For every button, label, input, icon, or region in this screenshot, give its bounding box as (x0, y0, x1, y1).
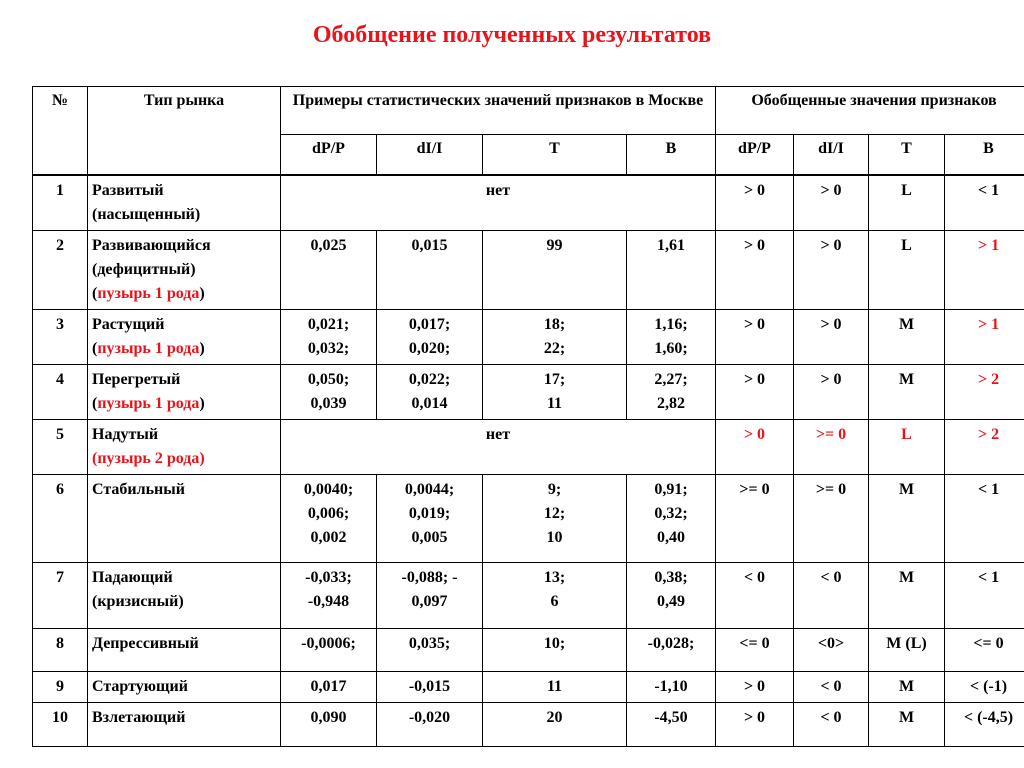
market-type-cell (88, 175, 281, 231)
examples-none-cell: нет (281, 419, 716, 474)
row-num: 8 (33, 628, 88, 671)
gen-dp-p: > 0 (716, 230, 794, 309)
gen-t: L (869, 230, 945, 309)
market-type-line: Растущий (92, 315, 165, 333)
gen-di-i: <0> (794, 628, 869, 671)
ex-dp-p: 0,090 (281, 702, 377, 746)
row-num: 4 (33, 364, 88, 419)
market-type-cell (88, 628, 281, 671)
gen-b: < (-1) (945, 671, 1024, 702)
bubble-paren: ( (92, 394, 98, 412)
header-examples: Примеры статистических значений признаков в Москве (281, 87, 716, 135)
subheader-gen-t: T (869, 135, 945, 175)
market-type-line: Падающий (92, 568, 173, 586)
ex-t: 20 (483, 702, 627, 746)
examples-none-cell: нет (281, 175, 716, 231)
ex-b: -1,10 (627, 671, 716, 702)
ex-b: 0,91; 0,32; 0,40 (627, 474, 716, 562)
gen-dp-p: > 0 (716, 671, 794, 702)
gen-di-i: > 0 (794, 309, 869, 364)
row-num: 6 (33, 474, 88, 562)
gen-dp-p: >= 0 (716, 474, 794, 562)
gen-b: < 1 (945, 562, 1024, 628)
market-type-line: Стартующий (92, 677, 188, 695)
ex-b: 1,61 (627, 230, 716, 309)
header-generalized: Обобщенные значения признаков (716, 87, 1024, 135)
results-table (32, 86, 1024, 747)
ex-b: 1,16; 1,60; (627, 309, 716, 364)
market-type-cell (88, 309, 281, 364)
market-type-line: Развитый (92, 181, 164, 199)
row-num: 2 (33, 230, 88, 309)
gen-di-i: > 0 (794, 175, 869, 231)
row-num: 3 (33, 309, 88, 364)
subheader-gen-di-i: dI/I (794, 135, 869, 175)
market-type-line: (насыщенный) (92, 205, 201, 223)
ex-t: 17; 11 (483, 364, 627, 419)
ex-t: 18; 22; (483, 309, 627, 364)
gen-b: > 2 (945, 364, 1024, 419)
ex-t: 9; 12; 10 (483, 474, 627, 562)
bubble-paren: ) (199, 394, 205, 412)
market-type-cell (88, 474, 281, 562)
bubble-label: пузырь 1 рода (97, 394, 200, 412)
subheader-gen-b: B (945, 135, 1024, 175)
gen-dp-p: <= 0 (716, 628, 794, 671)
table-row (33, 474, 1024, 562)
market-type-line: (дефицитный) (92, 260, 196, 278)
bubble-line (92, 392, 276, 416)
market-type-line: Депрессивный (92, 634, 199, 652)
gen-t: M (869, 562, 945, 628)
gen-dp-p: > 0 (716, 419, 794, 474)
table-row (33, 364, 1024, 419)
subheader-t: T (483, 135, 627, 175)
market-type-cell (88, 702, 281, 746)
gen-di-i: > 0 (794, 230, 869, 309)
row-num: 5 (33, 419, 88, 474)
market-type-line: Взлетающий (92, 708, 186, 726)
ex-di-i: 0,022; 0,014 (377, 364, 483, 419)
subheader-dp-p: dP/P (281, 135, 377, 175)
table-row (33, 419, 1024, 474)
bubble-paren: ( (92, 284, 98, 302)
gen-di-i: >= 0 (794, 474, 869, 562)
ex-t: 99 (483, 230, 627, 309)
bubble-paren: ( (92, 339, 98, 357)
header-market-type: Тип рынка (88, 87, 281, 175)
page-title: Обобщение полученных результатов (312, 22, 712, 48)
ex-t: 10; (483, 628, 627, 671)
gen-t: M (L) (869, 628, 945, 671)
gen-di-i: < 0 (794, 702, 869, 746)
bubble-line (92, 337, 276, 361)
ex-b: -4,50 (627, 702, 716, 746)
ex-t: 13; 6 (483, 562, 627, 628)
market-type-line: Перегретый (92, 370, 181, 388)
header-num: № (33, 87, 88, 175)
table-row (33, 562, 1024, 628)
market-type-cell (88, 364, 281, 419)
bubble-line (92, 282, 276, 306)
ex-dp-p: 0,017 (281, 671, 377, 702)
row-num: 10 (33, 702, 88, 746)
ex-dp-p: 0,021; 0,032; (281, 309, 377, 364)
gen-t: M (869, 309, 945, 364)
row-num: 1 (33, 175, 88, 231)
gen-di-i: < 0 (794, 671, 869, 702)
bubble-paren: ) (199, 339, 205, 357)
market-type-line: Стабильный (92, 480, 185, 498)
ex-di-i: 0,035; (377, 628, 483, 671)
market-type-line: Надутый (92, 425, 159, 443)
table-row (33, 702, 1024, 746)
gen-dp-p: > 0 (716, 175, 794, 231)
ex-di-i: -0,020 (377, 702, 483, 746)
bubble-line: (пузырь 2 рода) (92, 449, 205, 467)
gen-b: > 1 (945, 309, 1024, 364)
ex-dp-p: -0,033; -0,948 (281, 562, 377, 628)
ex-dp-p: 0,0040; 0,006; 0,002 (281, 474, 377, 562)
gen-di-i: > 0 (794, 364, 869, 419)
table-row (33, 309, 1024, 364)
ex-di-i: 0,0044; 0,019; 0,005 (377, 474, 483, 562)
bubble-label: пузырь 1 рода (97, 284, 200, 302)
ex-dp-p: 0,050; 0,039 (281, 364, 377, 419)
gen-b: < (-4,5) (945, 702, 1024, 746)
market-type-cell (88, 230, 281, 309)
gen-b: > 2 (945, 419, 1024, 474)
gen-t: M (869, 702, 945, 746)
gen-b: <= 0 (945, 628, 1024, 671)
gen-b: > 1 (945, 230, 1024, 309)
market-type-cell (88, 419, 281, 474)
market-type-line: (кризисный) (92, 592, 184, 610)
table-row (33, 230, 1024, 309)
gen-di-i: < 0 (794, 562, 869, 628)
bubble-label: пузырь 1 рода (97, 339, 200, 357)
gen-b: < 1 (945, 175, 1024, 231)
market-type-line: Развивающийся (92, 236, 211, 254)
gen-dp-p: > 0 (716, 702, 794, 746)
row-num: 7 (33, 562, 88, 628)
subheader-gen-dp-p: dP/P (716, 135, 794, 175)
ex-t: 11 (483, 671, 627, 702)
table-row (33, 671, 1024, 702)
bubble-paren: ) (199, 284, 205, 302)
header-row (33, 87, 1024, 135)
ex-b: -0,028; (627, 628, 716, 671)
gen-di-i: >= 0 (794, 419, 869, 474)
ex-dp-p: -0,0006; (281, 628, 377, 671)
gen-t: M (869, 474, 945, 562)
subheader-di-i: dI/I (377, 135, 483, 175)
gen-t: M (869, 671, 945, 702)
table-row (33, 175, 1024, 231)
gen-t: M (869, 364, 945, 419)
ex-dp-p: 0,025 (281, 230, 377, 309)
gen-dp-p: > 0 (716, 309, 794, 364)
table-row (33, 628, 1024, 671)
gen-dp-p: > 0 (716, 364, 794, 419)
ex-di-i: 0,017; 0,020; (377, 309, 483, 364)
market-type-cell (88, 671, 281, 702)
gen-t: L (869, 419, 945, 474)
ex-di-i: -0,088; - 0,097 (377, 562, 483, 628)
row-num: 9 (33, 671, 88, 702)
subheader-b: B (627, 135, 716, 175)
ex-di-i: -0,015 (377, 671, 483, 702)
gen-t: L (869, 175, 945, 231)
gen-dp-p: < 0 (716, 562, 794, 628)
gen-b: < 1 (945, 474, 1024, 562)
ex-b: 2,27; 2,82 (627, 364, 716, 419)
ex-di-i: 0,015 (377, 230, 483, 309)
ex-b: 0,38; 0,49 (627, 562, 716, 628)
market-type-cell (88, 562, 281, 628)
